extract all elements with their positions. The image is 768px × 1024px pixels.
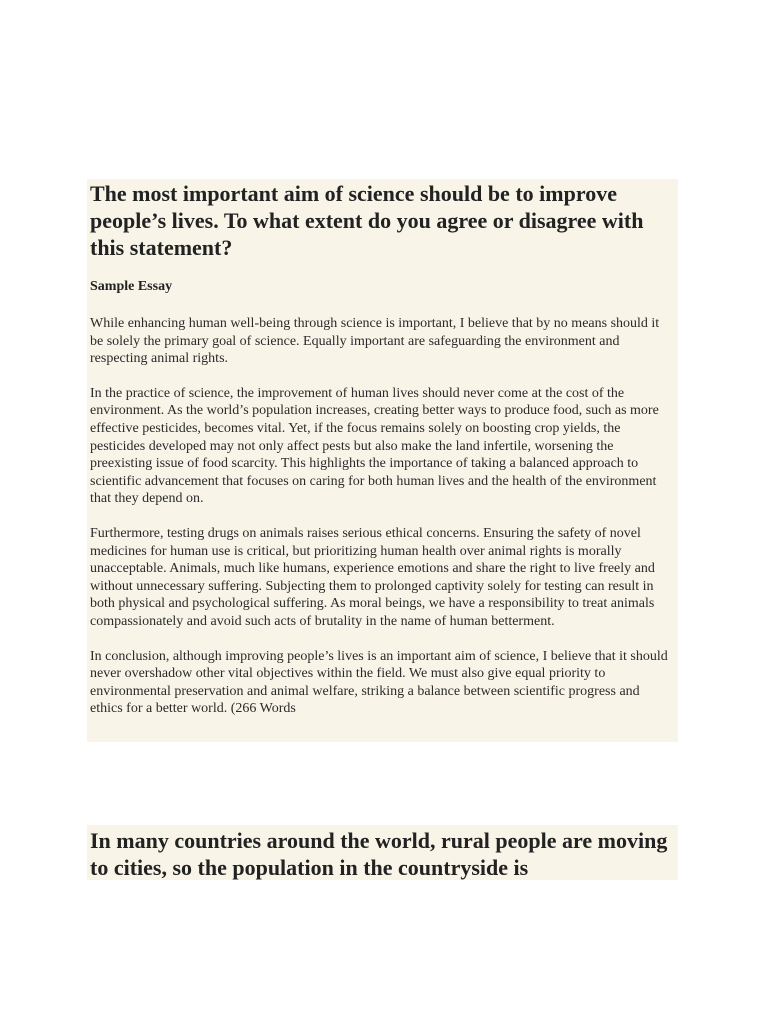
essay-paragraph-animals: Furthermore, testing drugs on animals raises serious ethical concerns. Ensuring the safety of novel medicines for human use is critical, but prioritizing human health over animal rights is morally unacceptable. Animals, much like humans, experience emotions and share the right to live freely and without unnecessary suffering. Subjecting them to prolonged captivity solely for testing can result in both physical and psychological suffering. As moral beings, we have a responsibility to treat animals compassionately and avoid such acts of brutality in the name of human betterment. [90, 525, 655, 629]
essay-paragraph-conclusion: In conclusion, although improving people’s lives is an important aim of science, I believe that it should never overshadow other vital objectives within the field. We must also give equal priority to environmental preservation and animal welfare, striking a balance between scientific progress and ethics for a better world. (266 Words [90, 648, 668, 717]
sample-essay-label: Sample Essay [90, 279, 173, 294]
essay-block [87, 179, 678, 742]
essay-paragraph-environment: In the practice of science, the improvement of human lives should never come at the cost of the environment. As the world’s population increases, creating better ways to produce food, such as more effective pesticides, becomes vital. Yet, if the focus remains solely on boosting crop yields, the pesticides developed may not only affect pests but also make the land infertile, worsening the preexisting issue of food scarcity. This highlights the importance of taking a balanced approach to scientific advancement that focuses on caring for both human lives and the health of the environment that they depend on. [90, 385, 659, 507]
essay-paragraph-intro: While enhancing human well-being through science is important, I believe that by no means should it be solely the primary goal of science. Equally important are safeguarding the environment and respecting animal rights. [90, 316, 660, 367]
essay-question: The most important aim of science should be to improve people’s lives. To what extent do you agree or disagree with this statement? [90, 181, 644, 260]
next-essay-question: In many countries around the world, rural people are moving to cities, so the population in the countryside is [90, 828, 668, 880]
next-essay-block [87, 825, 678, 880]
